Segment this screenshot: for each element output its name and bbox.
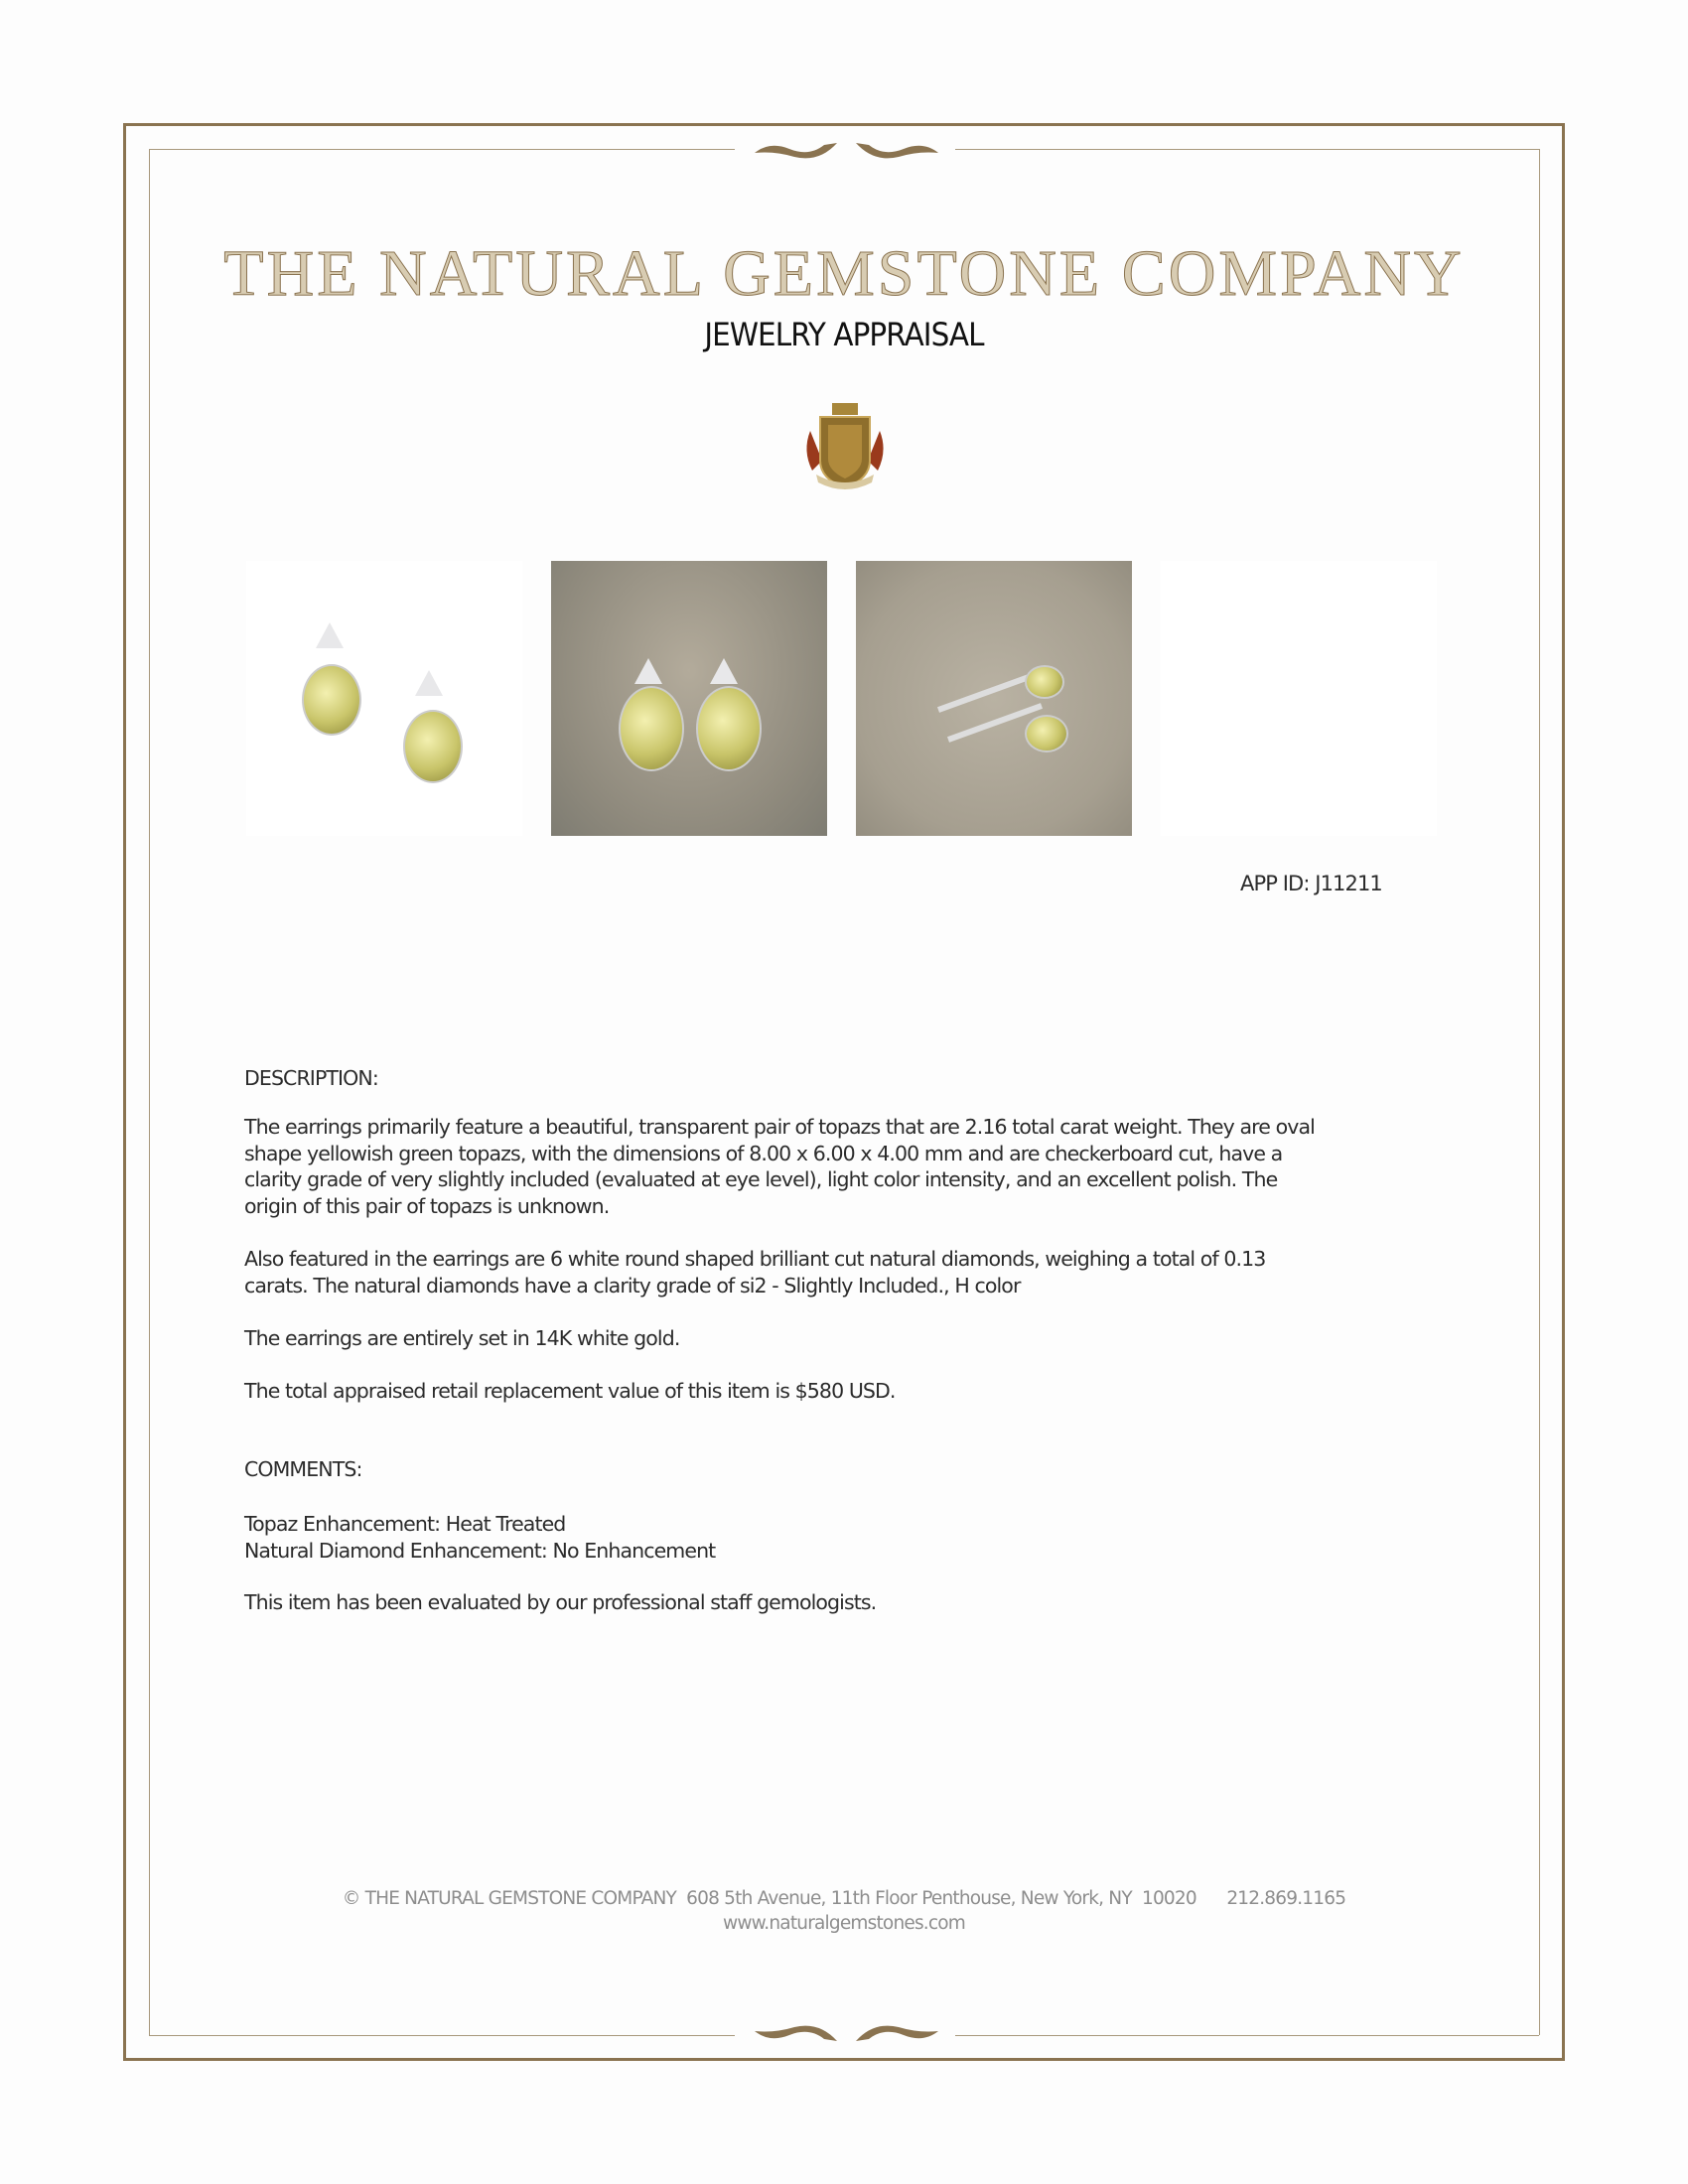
product-photo-3[interactable] [856,561,1132,836]
comment-line: Topaz Enhancement: Heat Treated [244,1512,566,1536]
footer-address: © THE NATURAL GEMSTONE COMPANY 608 5th Avenue, 11th Floor Penthouse, New York, NY 10020 212.869.1165 [342,1888,1346,1909]
text-line: carats. The natural diamonds have a clarity grade of si2 - Slightly Included., H color [244,1273,1021,1297]
left-rule [149,149,150,2035]
text-line: The earrings are entirely set in 14K white gold. [244,1326,680,1350]
text-line: origin of this pair of topazs is unknown. [244,1193,610,1218]
right-rule [1539,149,1540,2035]
text-line: The total appraised retail replacement value of this item is $580 USD. [244,1379,896,1403]
top-rule-right [955,149,1539,150]
description-paragraph-1 [244,1114,1315,1219]
description-paragraph-4 [244,1378,896,1405]
top-rule-left [149,149,735,150]
text-line: The earrings primarily feature a beautiful, transparent pair of topazs that are 2.16 total carat weight. They are oval [244,1115,1315,1139]
description-paragraph-2 [244,1246,1265,1298]
company-title: THE NATURAL GEMSTONE COMPANY [223,237,1465,310]
product-photo-2[interactable] [551,561,827,836]
description-heading: DESCRIPTION: [244,1066,378,1090]
text-line: clarity grade of very slightly included (evaluated at eye level), light color intensity, and an excellent polish. The [244,1167,1278,1192]
product-photo-4[interactable] [1161,561,1437,836]
top-ornament-icon [750,133,943,165]
bottom-rule-left [149,2035,735,2036]
bottom-rule-right [955,2035,1539,2036]
footer-website[interactable]: www.naturalgemstones.com [723,1913,965,1934]
evaluation-note: This item has been evaluated by our professional staff gemologists. [244,1590,877,1614]
document-title: JEWELRY APPRAISAL [704,316,984,353]
crest-logo-icon [802,401,888,492]
comments-heading: COMMENTS: [244,1457,362,1481]
text-line: shape yellowish green topazs, with the dimensions of 8.00 x 6.00 x 4.00 mm and are checkerboard cut, have a [244,1141,1283,1165]
product-photo-1[interactable] [246,561,522,836]
comments-list [244,1511,715,1564]
description-paragraph-3 [244,1325,679,1352]
text-line: Also featured in the earrings are 6 white round shaped brilliant cut natural diamonds, weighing a total of 0.13 [244,1247,1266,1271]
appraisal-id: APP ID: J11211 [1240,872,1382,895]
comment-line: Natural Diamond Enhancement: No Enhancement [244,1538,716,1563]
bottom-ornament-icon [750,2019,943,2051]
